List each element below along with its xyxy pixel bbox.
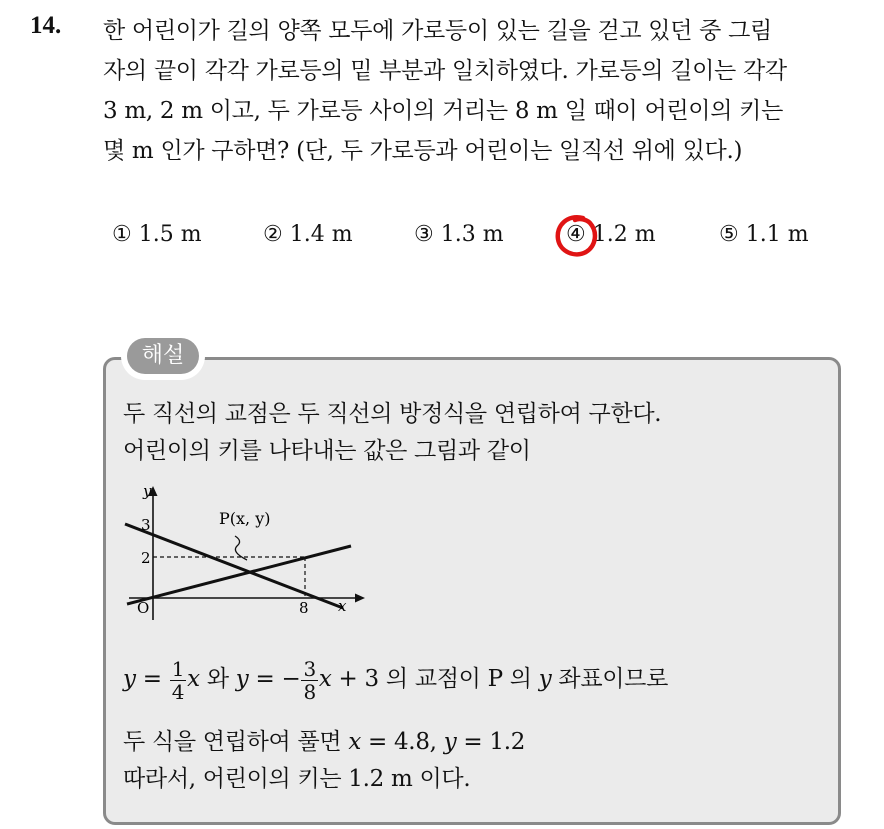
eq-plus3: + 3 (331, 666, 379, 692)
eq-rest1: 의 교점이 P 의 (378, 666, 539, 692)
eq-wa: 와 (199, 666, 236, 692)
solution-line-4 (123, 723, 525, 756)
question-number: 14. (30, 12, 62, 39)
solution-line-5: 따라서, 어린이의 키는 1.2 m 이다. (123, 766, 471, 792)
choice-3[interactable]: ③ 1.3 m (414, 222, 504, 247)
line4-x: x (348, 729, 361, 755)
line4-text: 두 식을 연립하여 풀면 (123, 729, 349, 755)
line4-y: y (443, 729, 457, 755)
line4-yval: = 1.2 (456, 729, 526, 755)
y-axis-label: y (143, 482, 152, 500)
eq-y2: y = − (235, 666, 301, 692)
solution-line-1: 두 직선의 교점은 두 직선의 방정식을 연립하여 구한다. (123, 401, 662, 427)
fraction-three-eighths: $\frac{3}{8}$ (303, 656, 316, 704)
eq-x2: x (318, 666, 332, 692)
origin-label: O (137, 599, 150, 617)
solution-graph (115, 478, 375, 628)
eq-rest2: 좌표이므로 (551, 666, 669, 692)
question-line-4: 몇 m 인가 구하면? (단, 두 가로등과 어린이는 일직선 위에 있다.) (103, 138, 743, 164)
tick-3-label: 3 (141, 516, 151, 534)
fraction-one-quarter: $\frac{1}{4}$ (171, 656, 185, 704)
line4-xval: = 4.8, (360, 729, 444, 755)
choice-2[interactable]: ② 1.4 m (263, 222, 353, 247)
answer-circle-mark-icon (553, 212, 601, 260)
choice-5[interactable]: ⑤ 1.1 m (719, 222, 809, 247)
question-line-3: 3 m, 2 m 이고, 두 가로등 사이의 거리는 8 m 일 때이 어린이의 키는 (103, 98, 783, 124)
tick-8-label: 8 (299, 599, 309, 617)
answer-choices (0, 222, 884, 256)
eq-y1: y = (123, 666, 162, 692)
choice-1[interactable]: ① 1.5 m (112, 222, 202, 247)
eq-yvar: y (538, 666, 552, 692)
tick-2-label: 2 (141, 549, 151, 567)
solution-equation-line (123, 657, 668, 703)
x-axis-arrow-icon (355, 594, 365, 603)
solution-line-2: 어린이의 키를 나타내는 값은 그림과 같이 (123, 438, 531, 464)
eq-x1: x (187, 666, 200, 692)
choice-4[interactable]: ④ 1.2 m (566, 222, 656, 247)
solution-tag: 해설 (127, 338, 199, 374)
point-p-label: P(x, y) (219, 509, 271, 528)
question-line-2: 자의 끝이 각각 가로등의 밑 부분과 일치하였다. 가로등의 길이는 각각 (103, 58, 787, 84)
x-axis-label: x (338, 597, 347, 615)
question-line-1: 한 어린이가 길의 양쪽 모두에 가로등이 있는 길을 걷고 있던 중 그림 (103, 18, 772, 44)
